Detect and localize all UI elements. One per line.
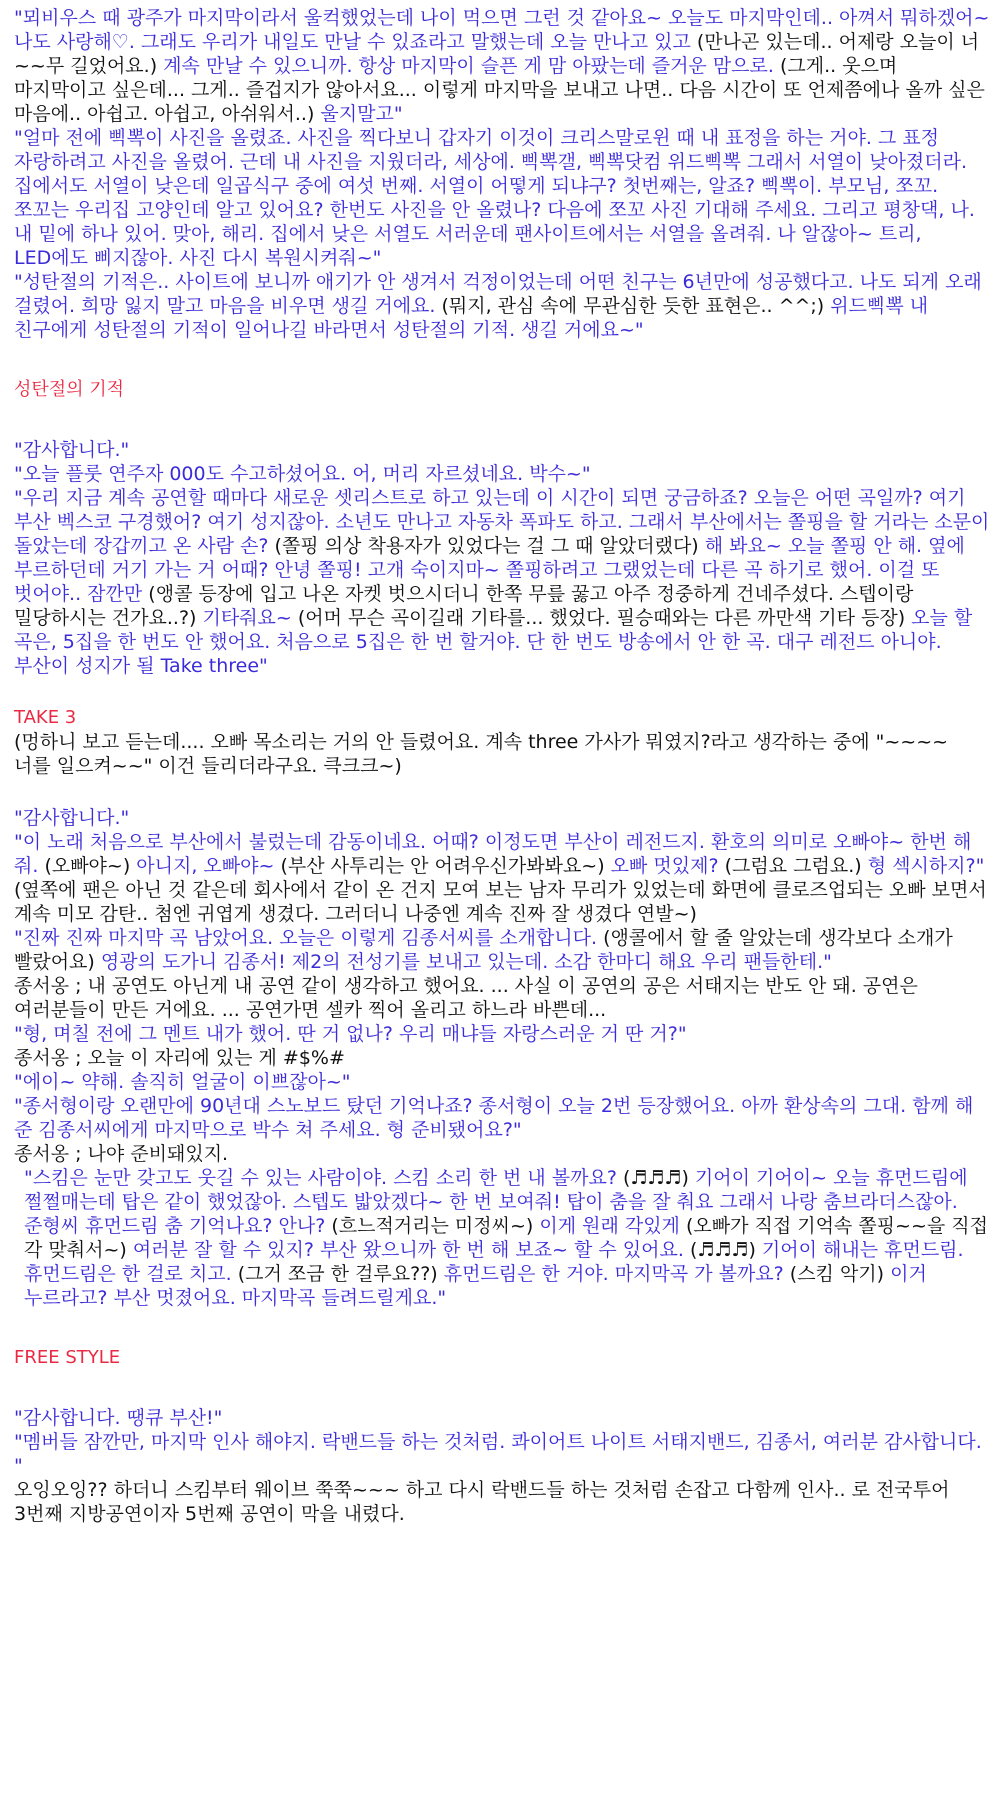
paragraph-human-dream bbox=[14, 1166, 990, 1310]
p18-run: (그거 쪼금 한 걸루요??) bbox=[237, 1263, 438, 1285]
p18-run: (흐느적거리는 미정씨~) bbox=[331, 1215, 534, 1237]
p6-run: (쫄핑 의상 착용자가 있었다는 걸 그 때 알았더랬다) bbox=[274, 535, 699, 557]
p9-run: 아니지, 오빠야~ bbox=[130, 855, 281, 877]
paragraph-closing-remarks bbox=[14, 6, 990, 126]
p18-run: 이거 누르라고? 부산 멋졌어요. 마지막곡 들려드릴게요." bbox=[24, 1263, 927, 1309]
p11-run: (앵콜에서 할 줄 알았는데 생각보다 소개가 빨랐어요) bbox=[14, 927, 953, 973]
paragraph-thanks-2: "감사합니다." bbox=[14, 807, 130, 829]
p1-run: 계속 만날 수 있으니까. 항상 마지막이 슬픈 게 맘 아팠는데 즐거운 맘으로. bbox=[157, 55, 780, 77]
p18-run: 여러분 잘 할 수 있지? 부산 왔으니까 한 번 해 보죠~ 할 수 있어요. bbox=[126, 1239, 690, 1261]
p9-run: 형 섹시하지?" bbox=[861, 855, 985, 877]
p18-run: "스킴은 눈만 갖고도 웃길 수 있는 사람이야. 스킴 소리 한 번 내 볼까요? bbox=[24, 1167, 623, 1189]
p1-run: "뫼비우스 때 광주가 마지막이라서 울컥했었는데 나이 먹으면 그런 것 같아요~ 오늘도 마지막인데.. 아껴서 뭐하겠어~ 나도 사랑해♡. 그래도 우리가 내일도 만날 수 있죠라고 말했는데 오늘 만나고 있고 bbox=[14, 7, 990, 53]
p3-run: 위드삑뽁 내 친구에게 성탄절의 기적이 일어나길 바라면서 성탄절의 기적. 생길 거에요~" bbox=[14, 295, 929, 341]
paragraph-guest-reply: 종서옹 ; 오늘 이 자리에 있는 게 #$%# bbox=[14, 1047, 345, 1069]
p1-run: (그게.. 웃으며 마지막이고 싶은데... 그게.. 즐겁지가 않아서요... 이렇게 마지막을 보내고 나면.. 다음 시간이 또 언제쯤에나 올까 싶은 마음에.. 아쉽고. 아쉽고, 아쉬워서..) bbox=[14, 55, 985, 125]
paragraph-weak-joke: "에이~ 약해. 솔직히 얼굴이 이쁘잖아~" bbox=[14, 1071, 351, 1093]
paragraph-snowboard-memory: "종서형이랑 오랜만에 90년대 스노보드 탔던 기억나죠? 종서형이 오늘 2번 등장했어요. 아까 환상속의 그대. 함께 해 준 김종서씨에게 마지막으로 박수 쳐 주세요. 형 준비됐어요?" bbox=[14, 1095, 974, 1141]
p9-run: "이 노래 처음으로 부산에서 불렀는데 감동이네요. 어때? 이정도면 부산이 레전드지. 환호의 의미로 오빠야~ 한번 해 줘. bbox=[14, 831, 972, 877]
paragraph-busan-legend bbox=[14, 830, 990, 878]
p6-run: (앵콜 등장에 입고 나온 자켓 벗으시더니 한쪽 무릎 꿇고 아주 정중하게 건네주셨다. 스텝이랑 밀당하시는 건가요..?) bbox=[14, 583, 914, 629]
p9-run: (오빠야~) bbox=[44, 855, 131, 877]
p18-run: (♬♬♬) bbox=[622, 1167, 689, 1189]
song-heading-free-style: FREE STYLE bbox=[14, 1347, 121, 1368]
paragraph-guest-intro bbox=[14, 926, 990, 974]
song-heading-take-3: TAKE 3 bbox=[14, 707, 77, 728]
paragraph-guest-ready: 종서옹 ; 나야 준비돼있지. bbox=[14, 1143, 229, 1165]
p11-run: "진짜 진짜 마지막 곡 남았어요. 오늘은 이렇게 김종서씨를 소개합니다. bbox=[14, 927, 604, 949]
p1-run: 울지말고" bbox=[314, 103, 403, 125]
p1-run: (만나곤 있는데.. 어제랑 오늘이 너~~무 길었어요.) bbox=[14, 31, 980, 77]
p6-run: 해 봐요~ 오늘 쫄핑 안 해. 옆에 부르하던데 거기 가는 거 어때? 안녕 쫄핑! 고개 숙이지마~ 쫄핑하려고 그랬었는데 다른 곡 하기로 했어. 이걸 또 벗어야.. 잠깐만 bbox=[14, 535, 965, 605]
paragraph-final-greeting: "멤버들 잠깐만, 마지막 인사 해야지. 락밴드들 하는 것처럼. 콰이어트 나이트 서태지밴드, 김종서, 여러분 감사합니다. " bbox=[14, 1431, 982, 1477]
p18-run: 기어이 기어이~ 오늘 휴먼드림에 쩔쩔매는데 탑은 같이 했었잖아. 스텝도 밟았겠다~ 한 번 보여줘! 탑이 춤을 잘 춰요 그래서 나랑 춤브라더스잖아. 준형씨 휴먼드림 춤 기억나요? 안나? bbox=[24, 1167, 968, 1237]
paragraph-ment-joke: "형, 며칠 전에 그 멘트 내가 했어. 딴 거 없나? 우리 매냐들 자랑스러운 거 딴 거?" bbox=[14, 1023, 687, 1045]
p6-run: 오늘 할 곡은, 5집을 한 번도 안 했어요. 처음으로 5집은 한 번 할거야. 단 한 번도 방송에서 안 한 곡. 대구 레전드 아니야. 부산이 성지가 될 Take three" bbox=[14, 607, 973, 677]
paragraph-christmas-miracle bbox=[14, 270, 990, 342]
paragraph-thanks-1: "감사합니다." bbox=[14, 439, 130, 461]
p18-run: (스킴 악기) bbox=[789, 1263, 885, 1285]
p6-run: 기타줘요~ bbox=[196, 607, 298, 629]
p9-run: (그럼요 그럼요.) bbox=[724, 855, 862, 877]
paragraph-guest-speech: 종서옹 ; 내 공연도 아닌게 내 공연 같이 생각하고 했어요. ... 사실 이 공연의 공은 서태지는 반도 안 돼. 공연은 여러분들이 만든 거에요. ... 공연가면 셀카 찍어 올리고 하느라 바쁜데... bbox=[14, 975, 918, 1021]
p6-run: "우리 지금 계속 공연할 때마다 새로운 셋리스트로 하고 있는데 이 시간이 되면 궁금하죠? 오늘은 어떤 곡일까? 여기 부산 벡스코 구경했어? 여기 성지잖아. 소년도 만나고 자동차 폭파도 하고. 그래서 부산에서는 쫄핑을 할 거라는 소문이 돌았는데 장갑끼고 온 사람 손? bbox=[14, 487, 990, 557]
paragraph-flute-player: "오늘 플룻 연주자 000도 수고하셨어요. 어, 머리 자르셨네요. 박수~" bbox=[14, 463, 591, 485]
p6-run: (어머 무슨 곡이길래 기타를... 했었다. 필승때와는 다른 까만색 기타 등장) bbox=[297, 607, 906, 629]
song-heading-christmas-miracle: 성탄절의 기적 bbox=[14, 379, 125, 400]
p11-run: 영광의 도가니 김종서! 제2의 전성기를 보내고 있는데. 소감 한마디 해요 우리 팬들한테." bbox=[94, 951, 832, 973]
paragraph-setlist-talk bbox=[14, 486, 990, 678]
paragraph-photo-story: "얼마 전에 삑뽁이 사진을 올렸죠. 사진을 찍다보니 갑자기 이것이 크리스말로윈 때 내 표정을 하는 거야. 그 표정 자랑하려고 사진을 올렸어. 근데 내 사진을 지웠더라, 세상에. 삑뽁갤, 삑뽁닷컴 위드삑뽁 그래서 서열이 낮아졌더라. 집에서도 서열이 낮은데 일곱식구 중에 여섯 번째. 서열이 어떻게 되냐구? 첫번째는, 알죠? 삑뽁이. 부모님, 쪼꼬. 쪼꼬는 우리집 고양인데 알고 있어요? 한번도 사진을 안 올렸나? 다음에 쪼꼬 사진 기대해 주세요. 그리고 평창댁, 나. 내 밑에 하나 있어. 맞아, 해리. 집에서 낮은 서열도 서러운데 팬사이트에서는 서열을 올려줘. 나 알잖아~ 트리, LED에도 삐지잖아. 사진 다시 복원시켜줘~" bbox=[14, 127, 975, 269]
blog-post-body bbox=[14, 6, 990, 1526]
paragraph-ending-note: 오잉오잉?? 하더니 스킴부터 웨이브 쭉쭉~~~ 하고 다시 락밴드들 하는 것처럼 손잡고 다함께 인사.. 로 전국투어 3번째 지방공연이자 5번째 공연이 막을 내렸다. bbox=[14, 1479, 950, 1525]
p18-run: 휴먼드림은 한 거야. 마지막곡 가 볼까요? bbox=[437, 1263, 790, 1285]
p9-run: 오빠 멋있제? bbox=[604, 855, 725, 877]
paragraph-audience-note: (옆쪽에 팬은 아닌 것 같은데 회사에서 같이 온 건지 모여 보는 남자 무리가 있었는데 화면에 클로즈업되는 오빠 보면서 계속 미모 감탄.. 첨엔 귀엽게 생겼다. 그러더니 나중엔 계속 진짜 잘 생겼다 연발~) bbox=[14, 879, 987, 925]
p18-run: (오빠가 직접 기억속 쫄핑~~을 직접 각 맞춰서~) bbox=[24, 1215, 988, 1261]
p18-run: (♬♬♬) bbox=[689, 1239, 756, 1261]
paragraph-thanks-busan: "감사합니다. 땡큐 부산!" bbox=[14, 1407, 223, 1429]
p18-run: 기어이 해내는 휴먼드림. 휴먼드림은 한 걸로 치고. bbox=[24, 1239, 964, 1285]
p18-run: 이게 원래 각있게 bbox=[533, 1215, 686, 1237]
paragraph-take3-note: (멍하니 보고 듣는데.... 오빠 목소리는 거의 안 들렸어요. 계속 three 가사가 뭐였지?라고 생각하는 중에 "~~~~ 너를 일으켜~~" 이건 들리더라구요. 큭크크~) bbox=[14, 731, 949, 777]
p3-run: "성탄절의 기적은.. 사이트에 보니까 애기가 안 생겨서 걱정이었는데 어떤 친구는 6년만에 성공했다고. 나도 되게 오래 걸렸어. 희망 잃지 말고 마음을 비우면 생길 거에요. bbox=[14, 271, 982, 317]
p9-run: (부산 사투리는 안 어려우신가봐봐요~) bbox=[280, 855, 605, 877]
p3-run: (뭐지, 관심 속에 무관심한 듯한 표현은.. ^^;) bbox=[441, 295, 825, 317]
